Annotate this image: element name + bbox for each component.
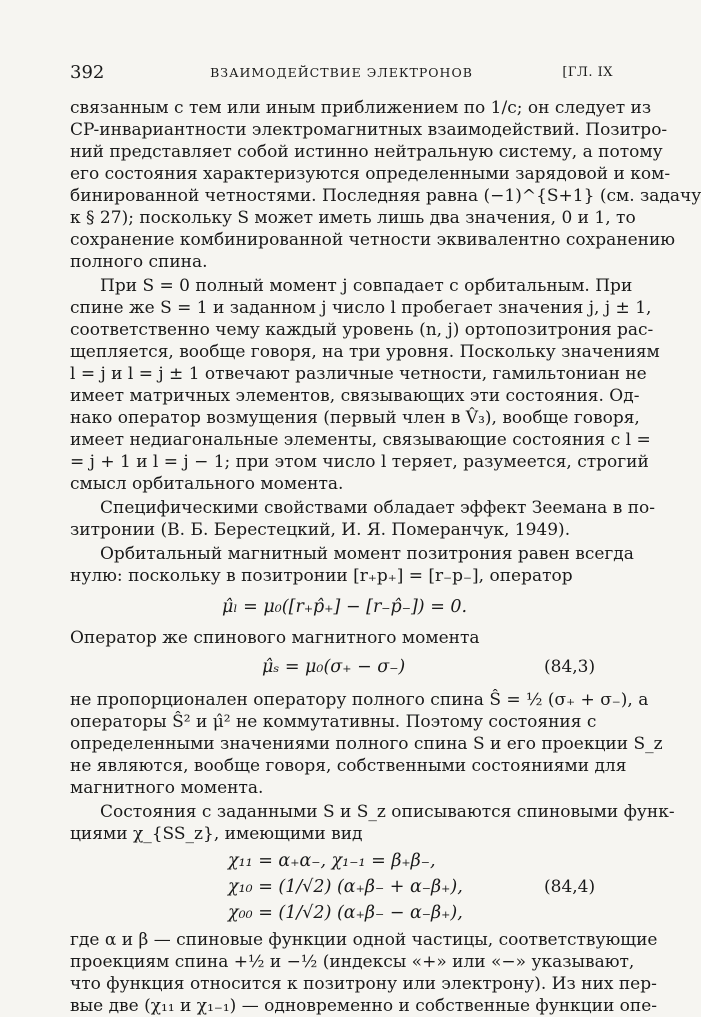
text-line: операторы Ŝ² и μ̂² не коммутативны. Поэтому состояния с — [70, 712, 597, 732]
text-line: определенными значениями полного спина S и его проекции S_z — [70, 734, 663, 754]
text-line: не являются, вообще говоря, собственными состояниями для — [70, 756, 627, 776]
text-line: полного спина. — [70, 252, 208, 272]
text-line: Орбитальный магнитный момент позитрония равен всегда — [100, 544, 634, 564]
text-line: где α и β — спиновые функции одной частицы, соответствующие — [70, 930, 658, 950]
page-header — [70, 62, 613, 86]
text-line: бинированной четностями. Последняя равна (−1)^{S+1} (см. задачу — [70, 186, 701, 206]
text-line: l = j и l = j ± 1 отвечают различные четности, гамильтониан не — [70, 364, 647, 384]
text-line: смысл орбитального момента. — [70, 474, 344, 494]
text-line: спине же S = 1 и заданном j число l пробегает значения j, j ± 1, — [70, 298, 652, 318]
text-line: магнитного момента. — [70, 778, 264, 798]
text-line: = j + 1 и l = j − 1; при этом число l теряет, разумеется, строгий — [70, 452, 649, 472]
text-line: сохранение комбинированной четности эквивалентно сохранению — [70, 230, 676, 250]
equation-spin-moment: μ̂ₛ = μ₀(σ₊ − σ₋) — [262, 657, 406, 677]
text-line: нако оператор возмущения (первый член в V̂₃), вообще говоря, — [70, 408, 640, 428]
equation-chi-row: χ₁₀ = (1/√2) (α₊β₋ + α₋β₊), — [228, 877, 463, 897]
text-line: нулю: поскольку в позитронии [r₊p₊] = [r₋p₋], оператор — [70, 566, 573, 586]
text-line: что функция относится к позитрону или электрону). Из них пер- — [70, 974, 657, 994]
running-title: ВЗАИМОДЕЙСТВИЕ ЭЛЕКТРОНОВ — [210, 65, 473, 80]
text-line: его состояния характеризуются определенными зарядовой и ком- — [70, 164, 671, 184]
text-line: соответственно чему каждый уровень (n, j) ортопозитрония рас- — [70, 320, 654, 340]
text-line: Оператор же спинового магнитного момента — [70, 628, 480, 648]
text-line: CP-инвариантности электромагнитных взаимодействий. Позитро- — [70, 120, 668, 140]
equation-number: (84,4) — [544, 877, 596, 897]
text-line: имеет матричных элементов, связывающих эти состояния. Од- — [70, 386, 640, 406]
text-line: Состояния с заданными S и S_z описываются спиновыми функ- — [100, 802, 675, 822]
chapter-label: [ГЛ. IX — [562, 65, 613, 80]
text-line: щепляется, вообще говоря, на три уровня. Поскольку значениям — [70, 342, 660, 362]
text-line: циями χ_{SS_z}, имеющими вид — [70, 824, 363, 844]
equation-chi-row: χ₁₁ = α₊α₋, χ₁₋₁ = β₊β₋, — [228, 851, 436, 871]
equation-number: (84,3) — [544, 657, 596, 677]
text-line: связанным с тем или иным приближением по 1/c; он следует из — [70, 98, 652, 118]
text-line: При S = 0 полный момент j совпадает с орбитальным. При — [100, 276, 633, 296]
equation-chi-row: χ₀₀ = (1/√2) (α₊β₋ − α₋β₊), — [228, 903, 463, 923]
text-line: Специфическими свойствами обладает эффект Зеемана в по- — [100, 498, 656, 518]
text-line: к § 27); поскольку S может иметь лишь два значения, 0 и 1, то — [70, 208, 636, 228]
text-line: зитронии (В. Б. Берестецкий, И. Я. Померанчук, 1949). — [70, 520, 571, 540]
text-line: не пропорционален оператору полного спина Ŝ = ½ (σ₊ + σ₋), а — [70, 690, 649, 710]
text-line: ний представляет собой истинно нейтральную систему, а потому — [70, 142, 663, 162]
page-number: 392 — [70, 62, 105, 83]
text-line: проекциям спина +½ и −½ (индексы «+» или «−» указывают, — [70, 952, 635, 972]
text-line: имеет недиагональные элементы, связывающие состояния с l = — [70, 430, 651, 450]
equation-orbital-moment: μ̂ₗ = μ₀([r₊p̂₊] − [r₋p̂₋]) = 0. — [222, 597, 468, 617]
text-line: вые две (χ₁₁ и χ₁₋₁) — одновременно и собственные функции опе- — [70, 996, 658, 1016]
